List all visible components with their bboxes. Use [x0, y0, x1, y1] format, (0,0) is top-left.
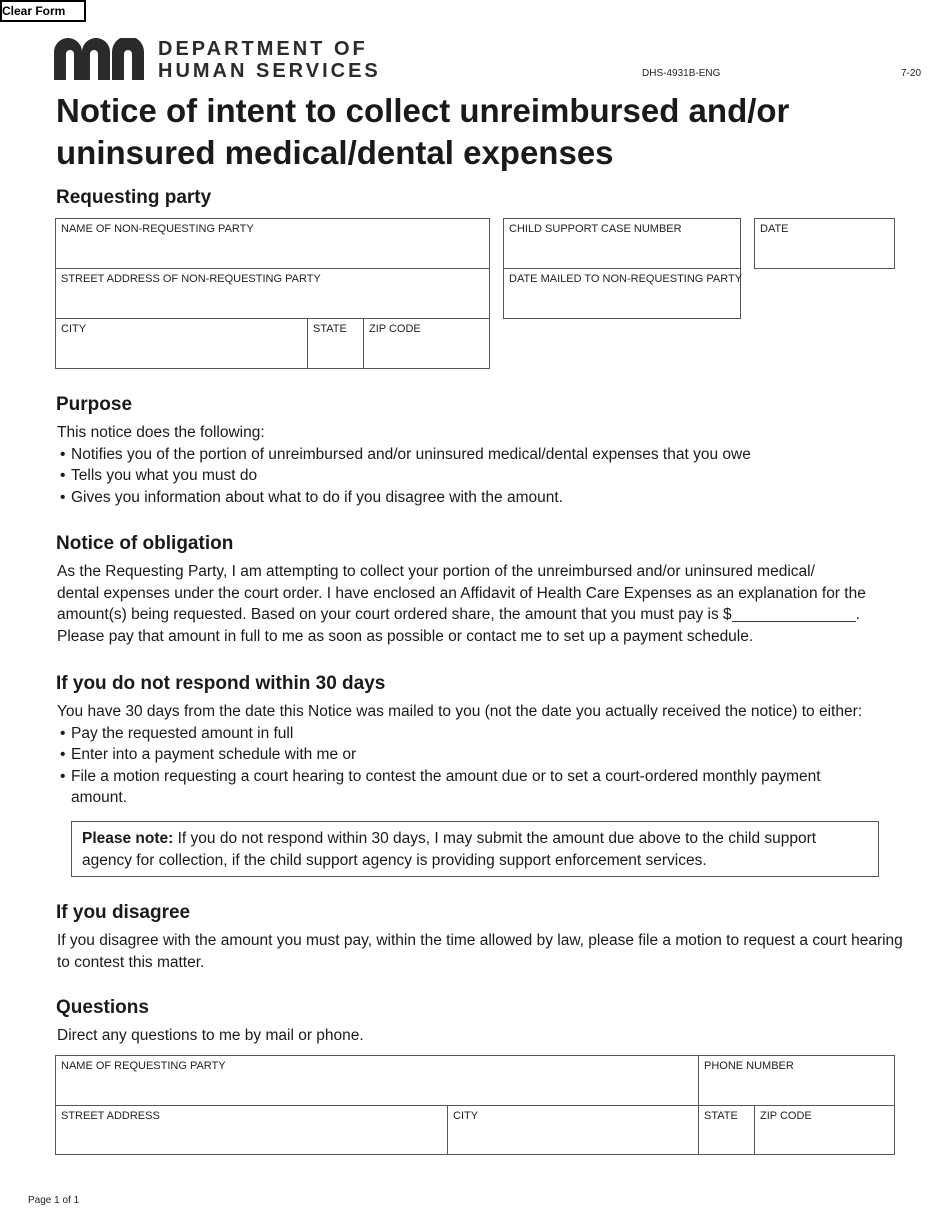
street-address-field[interactable]: [55, 1105, 448, 1155]
date-field[interactable]: [754, 218, 895, 269]
state-field[interactable]: [307, 318, 364, 369]
department-logo-text: [158, 38, 381, 82]
purpose-intro: This notice does the following:: [57, 424, 265, 441]
obligation-line-3-end: .: [855, 606, 860, 623]
list-item: • Tells you what you must do: [57, 465, 917, 487]
logo-line-2: HUMAN SERVICES: [158, 60, 381, 82]
zip-field[interactable]: [363, 318, 490, 369]
field-label: ZIP CODE: [369, 323, 421, 335]
obligation-heading: Notice of obligation: [56, 533, 234, 554]
obligation-line-3: [57, 604, 927, 626]
field-label: DATE MAILED TO NON-REQUESTING PARTY: [509, 273, 743, 285]
phone-field[interactable]: [698, 1055, 895, 1106]
no-response-section: [57, 701, 917, 809]
date-mailed-field[interactable]: [503, 268, 741, 319]
name-nonrequesting-field[interactable]: [55, 218, 490, 269]
obligation-text: [57, 561, 927, 647]
obligation-line-2: dental expenses under the court order. I have enclosed an Affidavit of Health Care Expenses as an explanation for the: [57, 584, 866, 602]
name-requesting-field[interactable]: [55, 1055, 699, 1106]
field-label: NAME OF NON-REQUESTING PARTY: [61, 223, 254, 235]
page-number: Page 1 of 1: [28, 1195, 80, 1206]
mn-logo-icon: [54, 38, 146, 80]
purpose-list: [57, 444, 917, 509]
obligation-line-4: Please pay that amount in full to me as soon as possible or contact me to set up a payment schedule.: [57, 627, 754, 645]
list-item: • File a motion requesting a court hearing to contest the amount due or to set a court-ordered monthly payment amount.: [57, 766, 867, 809]
form-id: DHS-4931B-ENG: [642, 68, 721, 79]
list-item: • Enter into a payment schedule with me or: [57, 744, 867, 766]
note-label: Please note:: [82, 830, 174, 847]
questions-text: Direct any questions to me by mail or phone.: [57, 1027, 364, 1044]
requesting-zip-field[interactable]: [754, 1105, 895, 1155]
city-field[interactable]: [55, 318, 308, 369]
field-label: STATE: [313, 323, 347, 335]
requesting-city-field[interactable]: [447, 1105, 699, 1155]
street-nonrequesting-field[interactable]: [55, 268, 490, 319]
field-label: CHILD SUPPORT CASE NUMBER: [509, 223, 682, 235]
field-label: CITY: [61, 323, 87, 335]
questions-heading: Questions: [56, 997, 149, 1018]
obligation-line-3-text: amount(s) being requested. Based on your court ordered share, the amount that you must pay is $: [57, 606, 732, 623]
field-label: DATE: [760, 223, 789, 235]
logo-line-1: DEPARTMENT OF: [158, 38, 368, 60]
requesting-state-field[interactable]: [698, 1105, 755, 1155]
form-revision: 7-20: [901, 68, 922, 79]
please-note-box: [71, 821, 879, 877]
no-response-list: [57, 723, 867, 809]
no-response-intro: You have 30 days from the date this Notice was mailed to you (not the date you actually received the notice) to either:: [57, 703, 863, 720]
field-label: STREET ADDRESS OF NON-REQUESTING PARTY: [61, 273, 321, 285]
field-label: CITY: [453, 1110, 479, 1122]
list-item: • Notifies you of the portion of unreimbursed and/or uninsured medical/dental expenses that you owe: [57, 444, 917, 466]
title-line-1: Notice of intent to collect unreimbursed and/or: [56, 92, 790, 129]
clear-form-button[interactable]: Clear Form: [0, 0, 86, 22]
obligation-line-1: As the Requesting Party, I am attempting to collect your portion of the unreimbursed and/or uninsured medical/: [57, 563, 815, 580]
disagree-heading: If you disagree: [56, 902, 191, 923]
amount-field[interactable]: [732, 605, 856, 622]
list-item: • Gives you information about what to do if you disagree with the amount.: [57, 487, 917, 509]
requesting-party-heading: Requesting party: [56, 187, 212, 208]
field-label: ZIP CODE: [760, 1110, 812, 1122]
field-label: PHONE NUMBER: [704, 1060, 794, 1072]
field-label: STREET ADDRESS: [61, 1110, 160, 1122]
case-number-field[interactable]: [503, 218, 741, 269]
page-title: [56, 90, 916, 174]
disagree-text: If you disagree with the amount you must pay, within the time allowed by law, please file a motion to request a court hearing to contest this matter.: [57, 932, 903, 971]
title-line-2: uninsured medical/dental expenses: [56, 134, 614, 171]
no-response-heading: If you do not respond within 30 days: [56, 673, 386, 694]
purpose-heading: Purpose: [56, 394, 133, 415]
list-item: • Pay the requested amount in full: [57, 723, 867, 745]
purpose-section: [57, 422, 917, 508]
note-text: If you do not respond within 30 days, I may submit the amount due above to the child support agency for collection, if the child support agency is providing support enforcement services.: [82, 830, 817, 869]
field-label: NAME OF REQUESTING PARTY: [61, 1060, 226, 1072]
field-label: STATE: [704, 1110, 738, 1122]
